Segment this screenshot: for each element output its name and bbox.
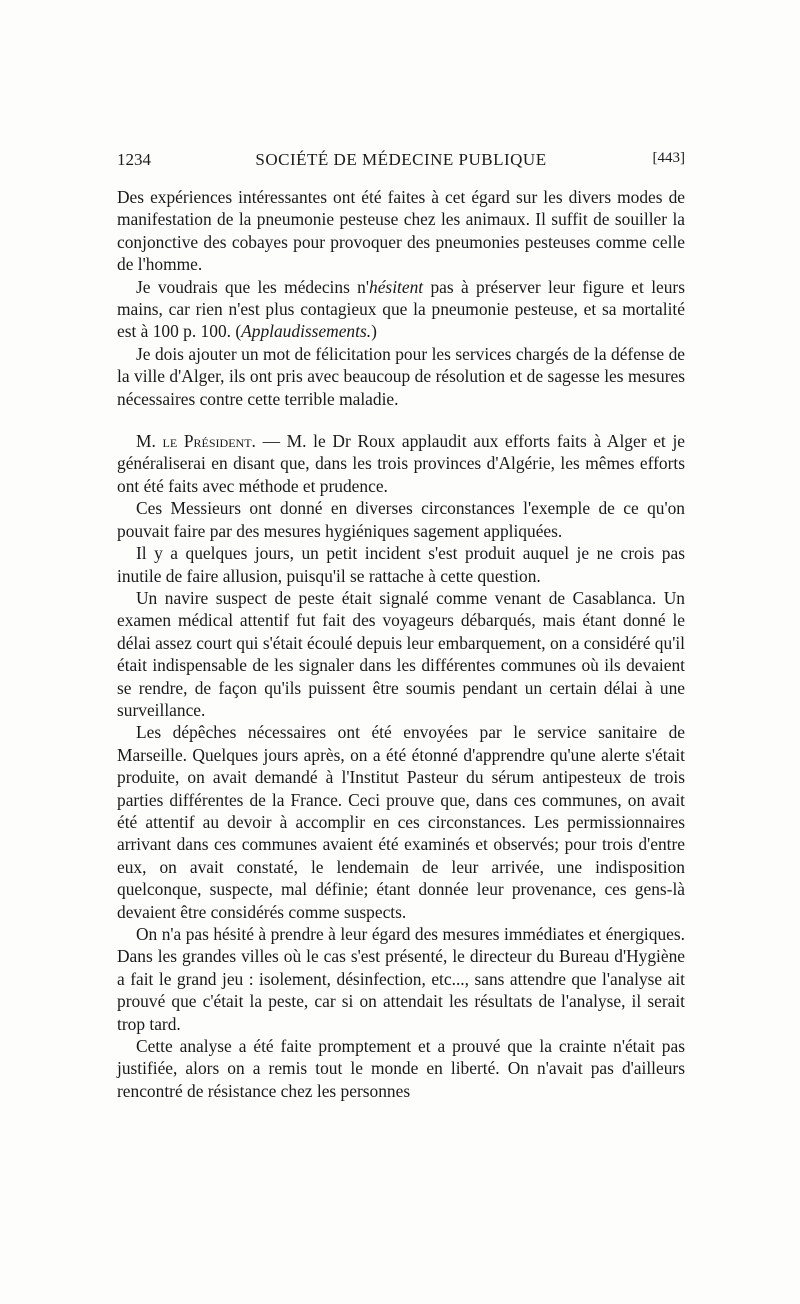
running-title: SOCIÉTÉ DE MÉDECINE PUBLIQUE [255, 150, 547, 169]
section-gap [117, 410, 685, 430]
page-number: 1234 [117, 150, 151, 169]
speaker-name: M. le Président. [136, 431, 256, 452]
running-header [117, 150, 685, 176]
applause-note: Applaudissements. [241, 321, 372, 342]
emphasis: hésitent [369, 276, 424, 297]
paragraph: Ces Messieurs ont donné en diverses circonstances l'exemple de ce qu'on pouvait faire par des mesures hygiéniques sagement appliquées. [117, 498, 685, 541]
paragraph: Il y a quelques jours, un petit incident s'est produit auquel je ne crois pas inutile de faire allusion, puisqu'il se rattache à cette question. [117, 543, 685, 586]
paragraph: Je dois ajouter un mot de félicitation pour les services chargés de la défense de la ville d'Alger, ils ont pris avec beaucoup de résolution et de sagesse les mesures nécessaires contre cette terrible maladie. [117, 343, 685, 409]
body-text [117, 186, 685, 1102]
paragraph: On n'a pas hésité à prendre à leur égard des mesures immédiates et énergiques. Dans les grandes villes où le cas s'est présenté, le directeur du Bureau d'Hygiène a fait le grand jeu : isolement, désinfection, etc..., sans attendre que l'analyse ait prouvé que c'était la peste, car si on attendait les résultats de l'analyse, il serait trop tard. [117, 924, 685, 1034]
paragraph: Cette analyse a été faite promptement et a prouvé que la crainte n'était pas justifiée, alors on a remis tout le monde en liberté. On n'avait pas d'ailleurs rencontré de résistance chez les personnes [117, 1036, 685, 1101]
paragraph: Des expériences intéressantes ont été faites à cet égard sur les divers modes de manifestation de la pneumonie pesteuse chez les animaux. Il suffit de souiller la conjonctive des cobayes pour provoquer des pneumonies pesteuses comme celle de l'homme. [117, 187, 685, 275]
folio-number: [443] [652, 150, 685, 166]
paragraph: Un navire suspect de peste était signalé comme venant de Casablanca. Un examen médical attentif fut fait des voyageurs débarqués, mais étant donné le délai assez court qui s'était écoulé depuis leur embarquement, on a considéré qu'il était indispensable de les signaler dans les différentes communes où ils devaient se rendre, de façon qu'ils puissent être soumis pendant un certain délai à une surveillance. [117, 587, 685, 720]
paragraph: Les dépêches nécessaires ont été envoyées par le service sanitaire de Marseille. Quelques jours après, on a été étonné d'apprendre qu'une alerte s'était produite, on avait demandé à l'Institut Pasteur du sérum antipesteux de trois parties différentes de la France. Ceci prouve que, dans ces communes, on avait été attentif au devoir à accomplir en ces circonstances. Les permissionnaires arrivant dans ces communes avaient été examinés et observés; pour trois d'entre eux, on avait constaté, le lendemain de leur arrivée, une indisposition quelconque, suspecte, mal définie; étant donnée leur provenance, ces gens-là devaient être considérés comme suspects. [117, 722, 685, 922]
paragraph: Je voudrais que les médecins n'hésitent pas à préserver leur figure et leurs mains, car rien n'est plus contagieux que la pneumonie pesteuse, et sa mortalité est à 100 p. 100. (Applaudissements.) [117, 276, 685, 342]
paragraph: M. le Président. — M. le Dr Roux applaudit aux efforts faits à Alger et je généraliserai en disant que, dans les trois provinces d'Algérie, les mêmes efforts ont été faits avec méthode et prudence. [117, 431, 685, 496]
